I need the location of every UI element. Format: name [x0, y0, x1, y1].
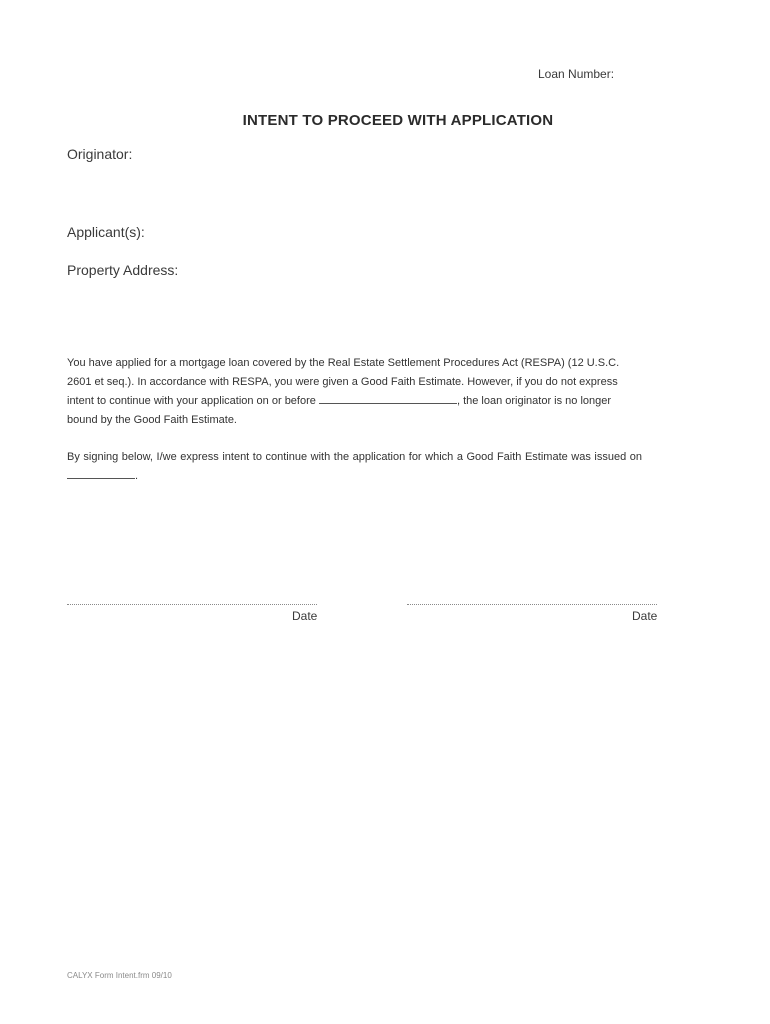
property-address-label: Property Address:: [67, 262, 179, 278]
intent-deadline-blank[interactable]: [319, 393, 457, 404]
loan-number-label: Loan Number:: [538, 67, 615, 81]
gfe-issued-date-blank[interactable]: [67, 468, 135, 479]
applicants-label: Applicant(s):: [67, 224, 145, 240]
respa-paragraph: [67, 354, 642, 430]
right-signature-line[interactable]: [407, 604, 657, 605]
intent-paragraph: [67, 448, 642, 486]
respa-paragraph-text-2: , the loan originator is no longer bound by the Good Faith Estimate.: [67, 395, 612, 426]
right-date-label: Date: [632, 609, 658, 623]
left-date-label: Date: [292, 609, 318, 623]
originator-label: Originator:: [67, 146, 133, 162]
document-title: INTENT TO PROCEED WITH APPLICATION: [242, 112, 554, 129]
respa-paragraph-text-1: You have applied for a mortgage loan covered by the Real Estate Settlement Procedures Act (RESPA) (12 U.S.C. 2601 et seq.). In accordance with RESPA, you were given a Good Faith Estimate. However, if you do not express intent to continue with your application on or before: [67, 357, 620, 407]
intent-paragraph-text-1: By signing below, I/we express intent to continue with the application for which a Good Faith Estimate was issued on: [67, 451, 642, 463]
left-signature-line[interactable]: [67, 604, 317, 605]
form-footer-id: CALYX Form Intent.frm 09/10: [67, 971, 172, 980]
intent-paragraph-text-2: .: [135, 470, 139, 482]
